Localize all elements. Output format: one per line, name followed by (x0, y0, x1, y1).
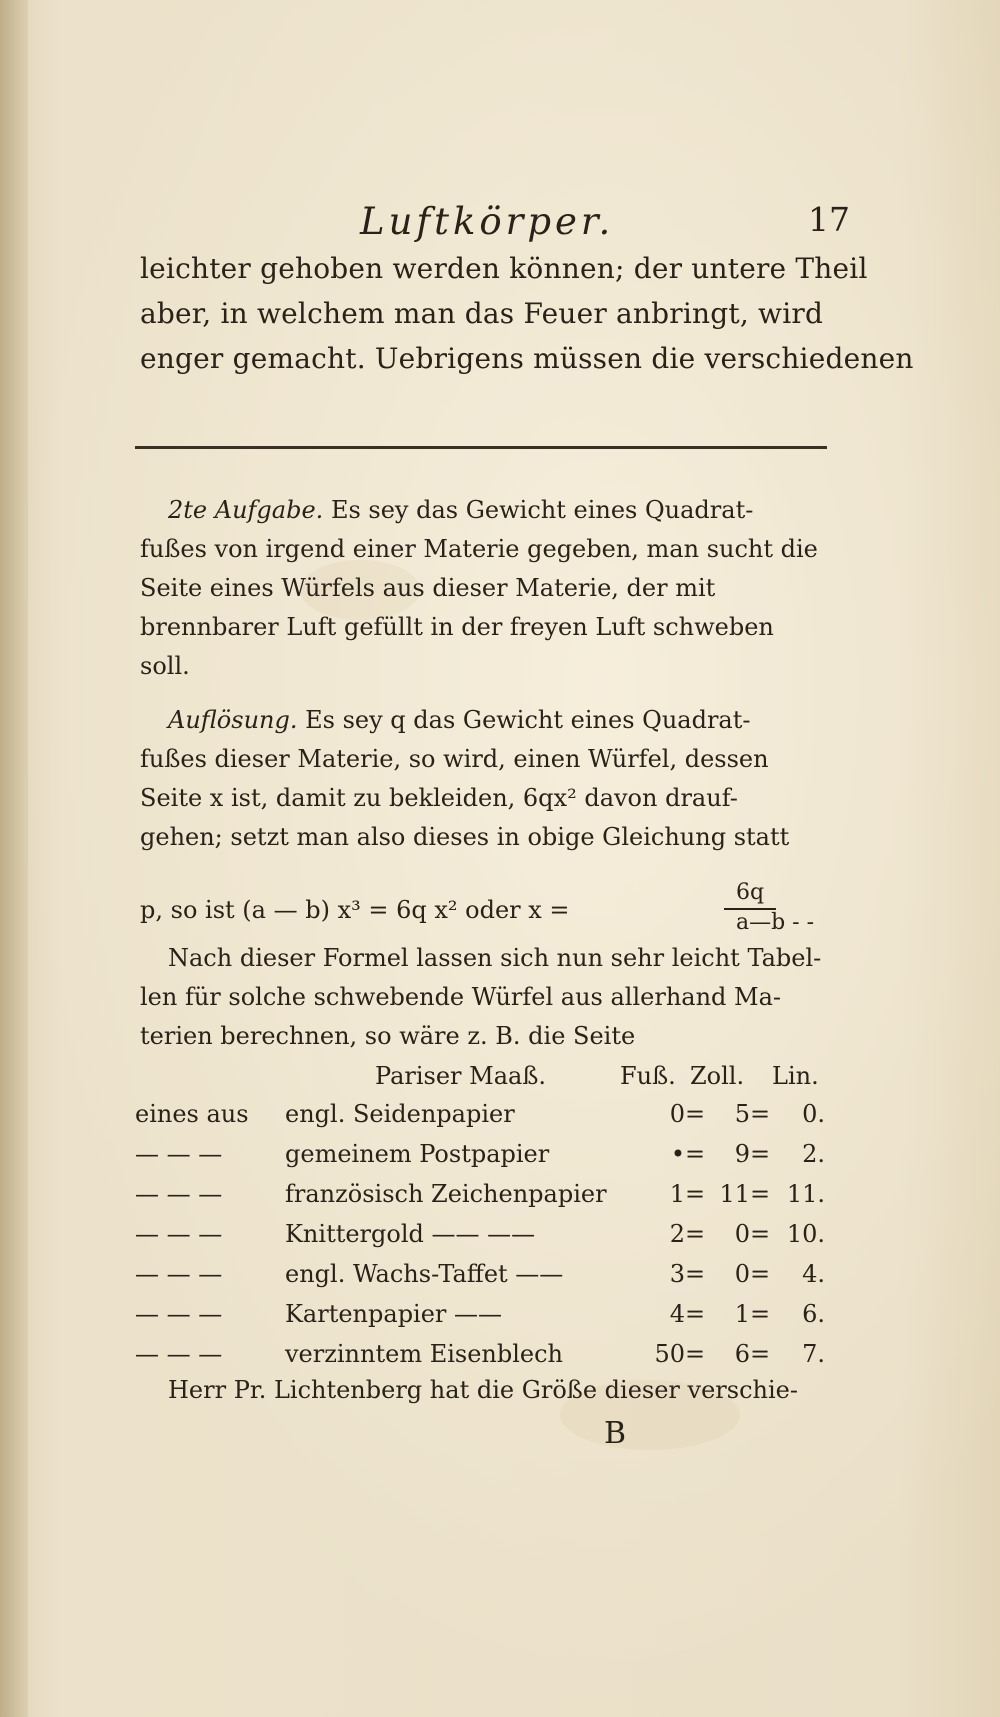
text-line: gehen; setzt man also dieses in obige Gleichung statt (140, 823, 790, 851)
row-prefix: — — — (135, 1140, 223, 1168)
column-header-fuss: Fuß. (620, 1062, 676, 1090)
row-prefix: — — — (135, 1180, 223, 1208)
table-row (135, 1220, 835, 1260)
cell-separator: = (750, 1220, 771, 1248)
text-line: enger gemacht. Uebrigens müssen die verschiedenen (140, 342, 914, 375)
text-line: soll. (140, 652, 190, 680)
table-row (135, 1100, 835, 1140)
cell-lin: 2. (802, 1140, 825, 1168)
text-line: brennbarer Luft gefüllt in der freyen Luft schweben (140, 613, 774, 641)
cell-fuss: 2 (669, 1220, 685, 1248)
text-line: fußes dieser Materie, so wird, einen Würfel, dessen (140, 745, 769, 773)
cell-lin: 4. (802, 1260, 825, 1288)
table-row (135, 1260, 835, 1300)
cell-separator: = (685, 1140, 706, 1168)
cell-separator: = (750, 1300, 771, 1328)
cell-separator: = (685, 1300, 706, 1328)
problem-text: Es sey das Gewicht eines Quadrat- (330, 496, 754, 524)
cell-fuss: 4 (669, 1300, 685, 1328)
cell-separator: = (750, 1260, 771, 1288)
cell-separator: = (685, 1260, 706, 1288)
text-line: Seite eines Würfels aus dieser Materie, der mit (140, 574, 716, 602)
text-line: len für solche schwebende Würfel aus allerhand Ma- (140, 983, 782, 1011)
column-header-zoll: Zoll. (690, 1062, 745, 1090)
cell-lin: 0. (802, 1100, 825, 1128)
row-material: französisch Zeichenpapier (285, 1180, 607, 1208)
page-gutter (0, 0, 28, 1717)
cell-zoll: 0 (734, 1260, 750, 1288)
cell-zoll: 0 (734, 1220, 750, 1248)
cell-separator: = (685, 1100, 706, 1128)
text-line: aber, in welchem man das Feuer anbringt, wird (140, 297, 824, 330)
table-row (135, 1340, 835, 1380)
cell-separator: = (750, 1180, 771, 1208)
problem-first-line (140, 496, 830, 524)
signature-mark: B (603, 1416, 627, 1451)
row-prefix: — — — (135, 1300, 223, 1328)
table-row (135, 1180, 835, 1220)
column-header-lin: Lin. (772, 1062, 819, 1090)
formula-text: p, so ist (a — b) x³ = 6q x² oder x = (140, 896, 570, 924)
text-line: Seite x ist, damit zu bekleiden, 6qx² davon drauf- (140, 784, 738, 812)
section-rule (135, 446, 827, 449)
text-line: leichter gehoben werden können; der untere Theil (140, 252, 868, 285)
row-material: Knittergold —— —— (285, 1220, 536, 1248)
cell-zoll: 11 (719, 1180, 750, 1208)
row-prefix: — — — (135, 1340, 223, 1368)
row-material: engl. Seidenpapier (285, 1100, 515, 1128)
text-line: fußes von irgend einer Materie gegeben, man sucht die (140, 535, 818, 563)
solution-label: Auflösung. (168, 706, 298, 734)
cell-zoll: 6 (734, 1340, 750, 1368)
cell-lin: 6. (802, 1300, 825, 1328)
text-line: Nach dieser Formel lassen sich nun sehr leicht Tabel- (168, 944, 822, 972)
solution-first-line (140, 706, 830, 734)
cell-zoll: 5 (734, 1100, 750, 1128)
cell-separator: = (750, 1140, 771, 1168)
row-material: engl. Wachs-Taffet —— (285, 1260, 564, 1288)
cell-lin: 10. (786, 1220, 825, 1248)
table-header-label: Pariser Maaß. (375, 1062, 546, 1090)
formula (140, 880, 830, 940)
cell-separator: = (750, 1100, 771, 1128)
row-material: verzinntem Eisenblech (285, 1340, 564, 1368)
row-prefix: eines aus (135, 1100, 249, 1128)
row-prefix: — — — (135, 1220, 223, 1248)
cell-separator: = (685, 1180, 706, 1208)
cell-fuss: 3 (669, 1260, 685, 1288)
row-prefix: — — — (135, 1260, 223, 1288)
cell-lin: 11. (786, 1180, 825, 1208)
table-row (135, 1140, 835, 1180)
cell-separator: = (685, 1340, 706, 1368)
fraction-denominator: a—b - - (735, 910, 815, 935)
cell-separator: = (685, 1220, 706, 1248)
running-head: Luftkörper. (360, 200, 615, 243)
text-line: terien berechnen, so wäre z. B. die Seite (140, 1022, 636, 1050)
cell-zoll: 1 (734, 1300, 750, 1328)
closing-line: Herr Pr. Lichtenberg hat die Größe dieser verschie- (168, 1376, 798, 1404)
solution-text: Es sey q das Gewicht eines Quadrat- (305, 706, 751, 734)
cell-fuss: 0 (669, 1100, 685, 1128)
cell-lin: 7. (802, 1340, 825, 1368)
row-material: Kartenpapier —— (285, 1300, 503, 1328)
fraction-numerator: 6q (735, 880, 765, 905)
cell-fuss: 50 (654, 1340, 685, 1368)
cell-fuss: • (670, 1140, 685, 1168)
page-number: 17 (808, 200, 850, 239)
cell-zoll: 9 (734, 1140, 750, 1168)
cell-separator: = (750, 1340, 771, 1368)
cell-fuss: 1 (669, 1180, 685, 1208)
table-row (135, 1300, 835, 1340)
row-material: gemeinem Postpapier (285, 1140, 550, 1168)
problem-label: 2te Aufgabe. (168, 496, 324, 524)
